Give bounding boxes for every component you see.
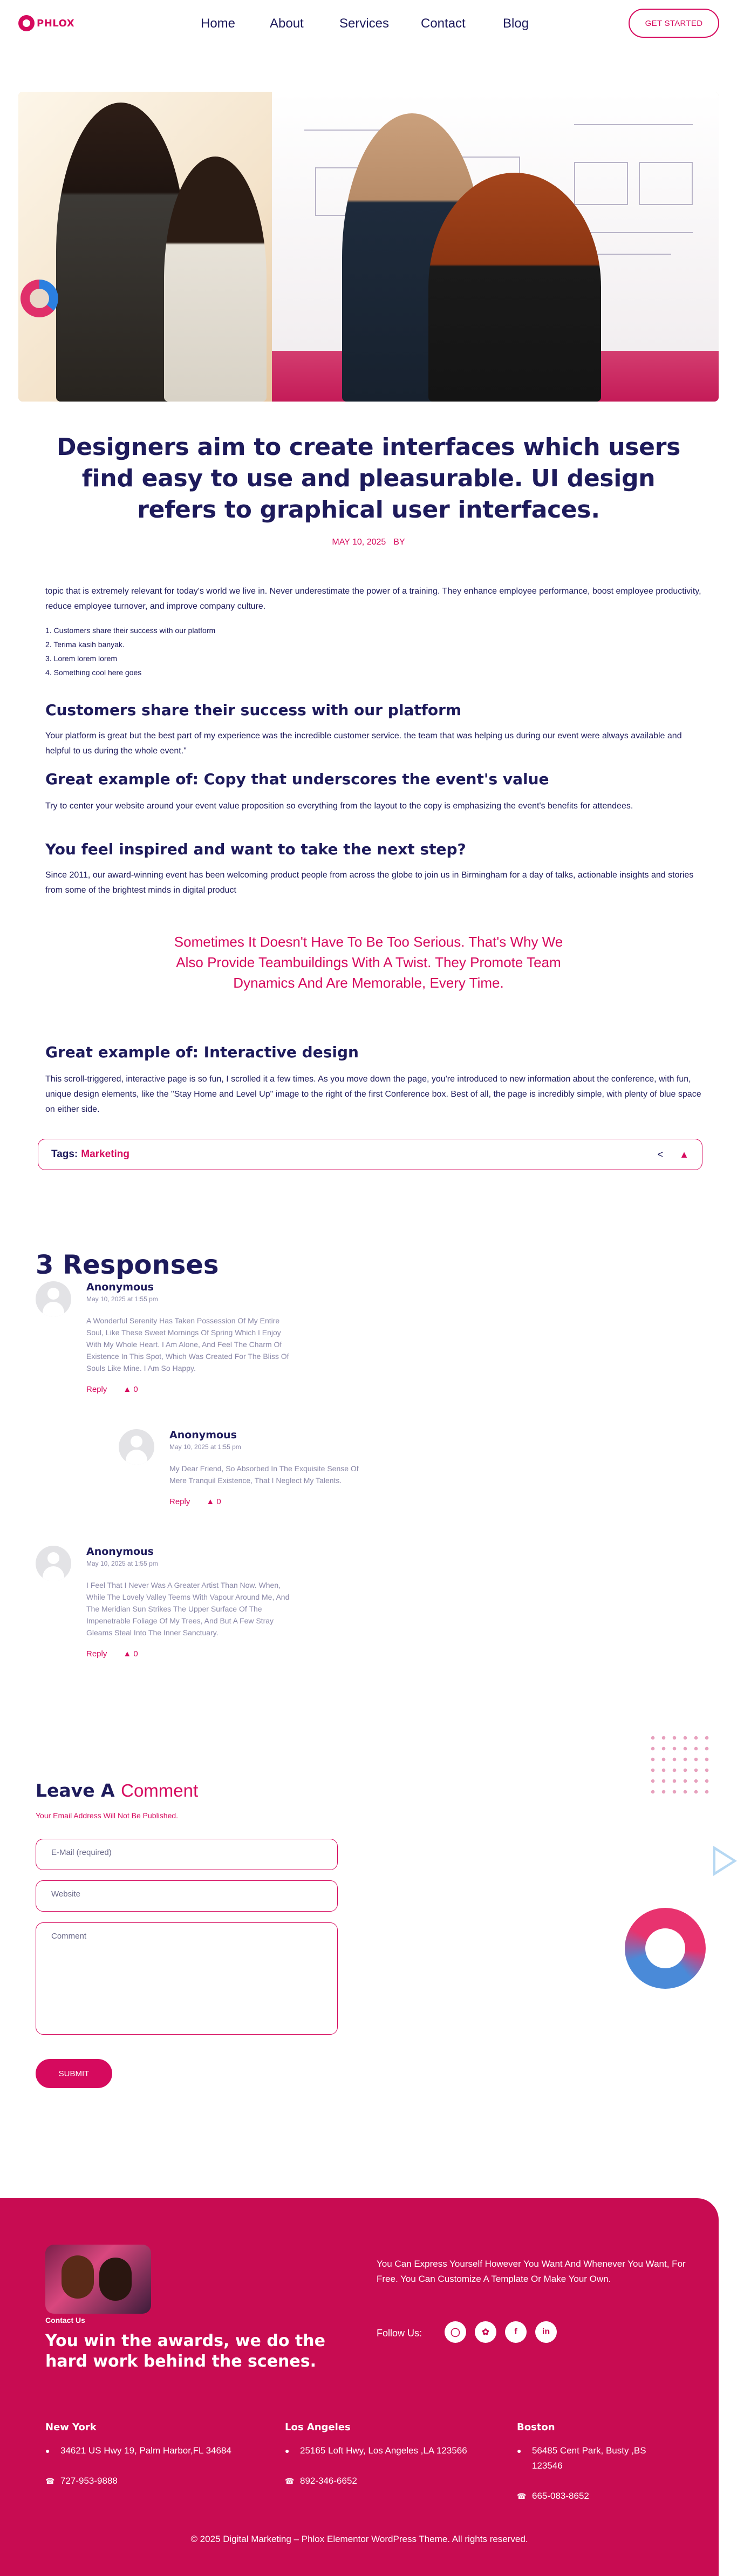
comment-author: Anonymous [86, 1546, 154, 1558]
section-paragraph: Your platform is great but the best part of my experience was the incredible customer service. the team that was helping us during our event were always available and helpful to us during the whole event." [45, 731, 682, 756]
follow-label: Follow Us: [377, 2328, 422, 2339]
address-text: 34621 US Hwy 19, Palm Harbor,FL 34684 [60, 2445, 231, 2456]
post-date[interactable]: MAY 10, 2025 [332, 538, 386, 547]
like-button[interactable] [123, 1649, 138, 1659]
office-address [45, 2443, 231, 2458]
post-meta [0, 538, 737, 547]
footer-headline: You win the awards, we do the hard work behind the scenes. [45, 2332, 325, 2371]
pull-quote: Sometimes It Doesn't Have To Be Too Serious. That's Why We Also Provide Teambuildings With A Twist. They Promote Team Dynamics And Are Memorable, Every Time. [174, 934, 563, 991]
address-text: 25165 Loft Hwy, Los Angeles ,LA 123566 [300, 2445, 467, 2456]
contact-us-label[interactable]: Contact Us [45, 2316, 85, 2324]
site-header [0, 0, 737, 46]
copyright: © 2025 Digital Marketing – Phlox Elementor WordPress Theme. All rights reserved. [190, 2534, 528, 2544]
nav-services[interactable]: Services [339, 16, 390, 31]
nav-contact[interactable]: Contact [421, 16, 466, 31]
hero-person [428, 173, 601, 402]
office-address [285, 2443, 467, 2458]
phone-text: 727-953-9888 [60, 2476, 118, 2486]
office-city: Boston [517, 2422, 555, 2433]
leave-title-b: Comment [121, 1780, 199, 1800]
section-heading: Great example of: Interactive design [45, 1043, 359, 1061]
comment-author: Anonymous [169, 1429, 237, 1441]
reply-link[interactable]: Reply [86, 1649, 107, 1659]
comment-date[interactable]: May 10, 2025 at 1:55 pm [169, 1443, 241, 1451]
logo[interactable] [18, 15, 74, 31]
section-heading: Customers share their success with our platform [45, 701, 462, 719]
ring-decoration-icon [625, 1908, 706, 1989]
office-city: Los Angeles [285, 2422, 351, 2433]
thumbs-up-icon: ▲ [123, 1385, 132, 1394]
thumbs-up-icon: ▲ [123, 1649, 132, 1659]
share-icon[interactable]: < [657, 1148, 664, 1160]
section-heading: You feel inspired and want to take the next step? [45, 840, 466, 858]
comment-actions [86, 1649, 291, 1659]
nav-about[interactable]: About [270, 16, 304, 31]
comment-author: Anonymous [86, 1281, 154, 1293]
get-started-button[interactable]: GET STARTED [629, 9, 719, 38]
tags-actions [658, 1149, 689, 1160]
office-address [517, 2443, 679, 2473]
linkedin-icon[interactable]: in [535, 2321, 557, 2343]
section-paragraph: This scroll-triggered, interactive page is so fun, I scrolled it a few times. As you move down the page, you're introduced to new information about the conference, with fun, unique design elements, like the "Stay Home and Level Up" image to the right of the first Conference box. Best of all, the page is incredibly simple, with plenty of blue space on either side. [45, 1075, 701, 1114]
phone-icon: ☎ [517, 2492, 527, 2500]
social-links [445, 2321, 557, 2343]
leave-title-a: Leave A [36, 1780, 115, 1801]
comment-actions [86, 1385, 291, 1394]
phone-icon: ☎ [45, 2477, 55, 2485]
triangle-decoration-icon [713, 1846, 737, 1876]
comment-date[interactable]: May 10, 2025 at 1:55 pm [86, 1295, 158, 1303]
comment-text: A Wonderful Serenity Has Taken Possession Of My Entire Soul, Like These Sweet Mornings Of Spring Which I Enjoy With My Whole Heart. I Am Alone, And Feel The Charm Of Existence In This Spot, Which Was Created For The Bliss Of Souls Like Mine. I Am So Happy. [86, 1316, 289, 1372]
office-phone[interactable] [45, 2473, 118, 2489]
form-note: Your Email Address Will Not Be Published. [36, 1811, 179, 1820]
logo-mark-icon [18, 15, 35, 31]
article-list [45, 623, 701, 679]
like-count: 0 [133, 1649, 138, 1659]
list-item: 2. Terima kasih banyak. [45, 640, 125, 649]
section-paragraph: Since 2011, our award-winning event has been welcoming product people from across the globe to join us in Birmingham for a day of talks, actionable insights and stories from some of the brightest minds in digital product [45, 871, 694, 895]
comment-body [86, 1546, 291, 1659]
footer-image [45, 2245, 151, 2314]
comment-text: My Dear Friend, So Absorbed In The Exquisite Sense Of Mere Tranquil Existence, That I Neglect My Talents. [169, 1464, 359, 1485]
comment-actions [169, 1497, 374, 1506]
avatar [36, 1281, 71, 1317]
nav-home[interactable]: Home [201, 16, 236, 31]
avatar [119, 1429, 154, 1465]
section-heading: Great example of: Copy that underscores the event's value [45, 770, 549, 788]
dots-decoration-icon [647, 1732, 712, 1797]
footer-text: You Can Express Yourself However You Want And Whenever You Want, For Free. You Can Customize A Template Or Make Your Own. [377, 2259, 686, 2284]
location-icon: ● [45, 2446, 50, 2455]
tags-label: Tags: [51, 1148, 78, 1160]
intro-paragraph: topic that is extremely relevant for today's world we live in. Never underestimate the power of a training. They enhance employee performance, boost employee productivity, reduce employee turnover, and improve company culture. [45, 587, 701, 611]
website-field[interactable]: Website [36, 1880, 338, 1912]
section-paragraph: Try to center your website around your event value proposition so everything from the layout to the copy is emphasizing the event's benefits for attendees. [45, 801, 633, 811]
reply-link[interactable]: Reply [169, 1497, 190, 1506]
list-item: 4. Something cool here goes [45, 668, 142, 677]
phone-icon: ☎ [285, 2477, 295, 2485]
office-phone[interactable] [285, 2473, 357, 2489]
comment-body [169, 1429, 374, 1506]
phone-text: 892-346-6652 [300, 2476, 357, 2486]
responses-title: 3 Responses [36, 1250, 219, 1280]
thumbs-up-icon: ▲ [206, 1497, 215, 1506]
ring-decoration-icon [21, 280, 58, 317]
office-phone[interactable] [517, 2489, 589, 2504]
submit-button[interactable]: SUBMIT [36, 2059, 112, 2088]
email-field[interactable]: E-Mail (required) [36, 1839, 338, 1870]
tags-bar [38, 1139, 702, 1170]
site-footer [0, 2198, 719, 2576]
nav-blog[interactable]: Blog [503, 16, 529, 31]
reply-link[interactable]: Reply [86, 1385, 107, 1394]
like-count: 0 [216, 1497, 221, 1506]
like-count: 0 [133, 1385, 138, 1394]
location-icon: ● [517, 2446, 522, 2455]
avatar [36, 1546, 71, 1581]
facebook-icon[interactable]: f [505, 2321, 527, 2343]
like-button[interactable] [123, 1385, 138, 1394]
hero-image [18, 92, 719, 402]
post-by: BY [393, 538, 405, 547]
address-text: 56485 Cent Park, Busty ,BS 123546 [531, 2445, 646, 2471]
tag-link[interactable]: Marketing [81, 1148, 130, 1160]
leave-comment-title [36, 1780, 198, 1801]
comment-text: I Feel That I Never Was A Greater Artist Than Now. When, While The Lovely Valley Teems With Vapour Around Me, And The Meridian Sun Strikes The Upper Surface Of The Impenetrable Foliage Of My Trees, And But A Few Stray Gleams Steal Into The Inner Sanctuary. [86, 1581, 290, 1637]
list-item: 1. Customers share their success with our platform [45, 626, 216, 635]
logo-text: PHLOX [37, 17, 75, 29]
comment-date[interactable]: May 10, 2025 at 1:55 pm [86, 1560, 158, 1567]
like-button[interactable] [206, 1497, 221, 1506]
phone-text: 665-083-8652 [532, 2491, 589, 2501]
instagram-icon[interactable]: ◯ [445, 2321, 466, 2343]
location-icon: ● [285, 2446, 290, 2455]
office-city: New York [45, 2422, 97, 2433]
twitter-icon[interactable]: ✿ [475, 2321, 496, 2343]
hero-person [164, 157, 267, 402]
list-item: 3. Lorem lorem lorem [45, 654, 118, 663]
comment-body [86, 1281, 291, 1394]
post-title: Designers aim to create interfaces which users find easy to use and pleasurable. UI design refers to graphical user interfaces. [56, 433, 680, 524]
thumbs-up-icon[interactable]: ▲ [679, 1148, 689, 1160]
comment-textarea[interactable]: Comment [36, 1922, 338, 2035]
